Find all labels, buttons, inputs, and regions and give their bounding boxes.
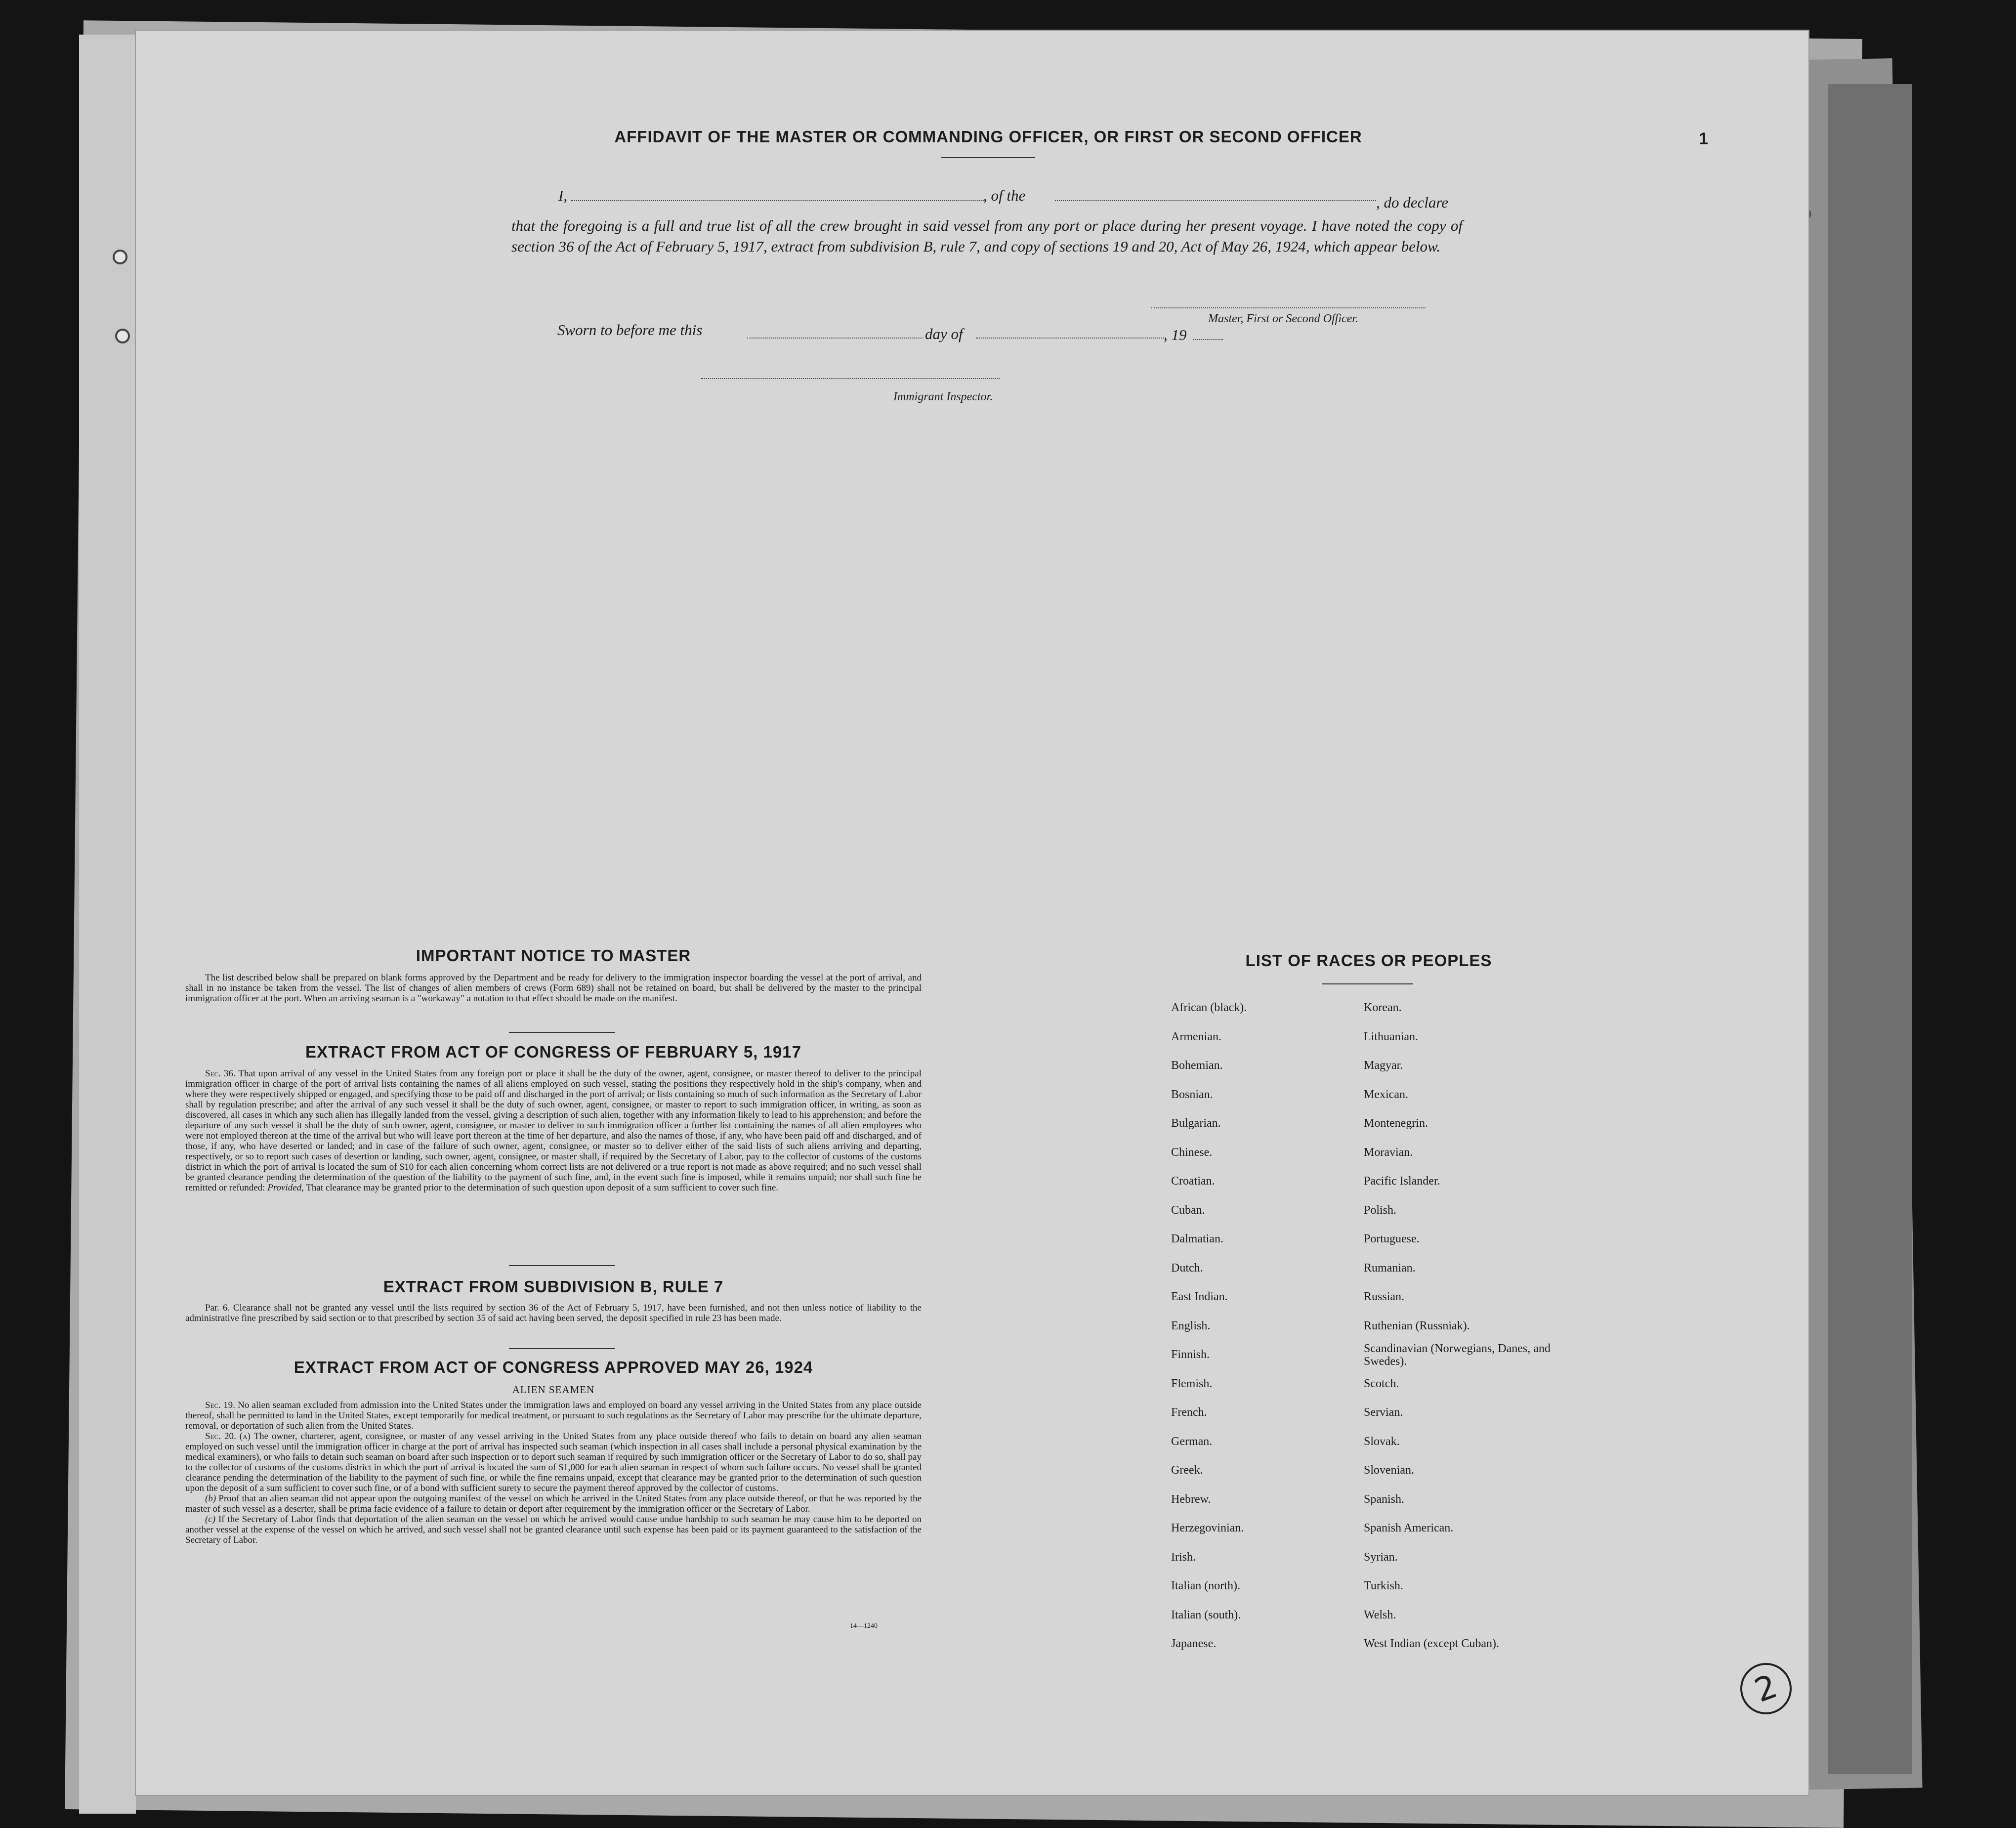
vessel-blank[interactable] [1055,200,1376,201]
extract-1924-text [185,1400,922,1545]
name-blank[interactable] [571,200,986,201]
race-item: Syrian. [1364,1550,1398,1564]
sec-20-label: Sec. 20. (a) [205,1431,251,1442]
underlying-page-edge-dark [1828,84,1912,1774]
race-item: Bosnian. [1171,1088,1213,1101]
race-item: Mexican. [1364,1088,1408,1101]
sworn-month-blank[interactable] [976,338,1166,339]
race-item: Polish. [1364,1203,1397,1217]
affidavit-of-the: , of the [983,187,1026,204]
race-item: Japanese. [1171,1637,1217,1650]
race-item: Moravian. [1364,1146,1413,1159]
extract-rule7-title: EXTRACT FROM SUBDIVISION B, RULE 7 [383,1277,724,1296]
race-item: Welsh. [1364,1608,1396,1621]
races-title: LIST OF RACES OR PEOPLES [1245,951,1492,970]
race-item: French. [1171,1406,1207,1419]
race-item: Scandinavian (Norwegians, Danes, and Swedes). [1364,1342,1551,1368]
race-item: West Indian (except Cuban). [1364,1637,1499,1650]
sec-19-body: No alien seaman excluded from admission into the United States under the immigration laws and employed on board any vessel arriving in the United States from any place outside thereof, shall be permitted to land in the United States, except temporarily for medical treatment, or pursuant to such regulations as the Secretary of Labor may prescribe for the ultimate departure, removal, or deportation of such alien from the United States. [185,1400,922,1431]
race-item: Cuban. [1171,1203,1205,1217]
signature-blank[interactable] [1151,307,1426,308]
binding-hole [115,329,130,343]
race-item: Turkish. [1364,1579,1403,1592]
race-item: Finnish. [1171,1348,1210,1361]
sec-36-body: That upon arrival of any vessel in the United States from any foreign port or place it shall be the duty of the owner, agent, consignee, or master thereof to deliver to the principal immigration officer in charge of the port of arrival lists containing the names of all aliens employed on such vessel, stating the positions they respectively hold in the ship's company, when and where they were respectively shipped or engaged, and specifying those to be paid off and discharged in the port of arrival; or lists containing so much of such information as the Secretary of Labor shall by regulation prescribe; and after the arrival of any such vessel it shall be the duty of such owner, agent, consignee, or master to report to such immigration officer, in writing, as soon as discovered, all cases in which any such alien has illegally landed from the vessel, giving a description of such alien, together with any information likely to lead to his apprehension; and before the departure of any such vessel it shall be the duty of such owner, agent, consignee, or master to deliver to such immigration officer a further list containing the names of all alien employees who were not employed thereon at the time of the arrival but who will leave port thereon at the time of her departure, and also the names of those, if any, who have been paid off and discharged, and of those, if any, who have deserted or landed; and in case of the failure of such owner, agent, consignee, or master so to deliver either of the said lists of such aliens arriving and departing, respectively, or so to report such cases of desertion or landing, such owner, agent, consignee, or master shall, if required by the Secretary of Labor, pay to the collector of customs of the customs district in which the port of arrival is located the sum of $10 for each alien concerning whom correct lists are not delivered or a true report is not made as above required; and no such vessel shall be granted clearance pending the determination of the question of the liability to the payment of such fine, and, in the event such fine is imposed, while it remains unpaid; nor shall such fine be remitted or refunded: [185,1068,922,1193]
race-item: Slovenian. [1364,1464,1414,1477]
race-item: Italian (north). [1171,1579,1240,1592]
affidavit-body: that the foregoing is a full and true list of all the crew brought in said vessel from any port or place during her present voyage. I have noted the copy of section 36 of the Act of February 5, 1917, extract from subdivision B, rule 7, and copy of sections 19 and 20, Act of May 26, 1924, which appear below. [511,217,1463,255]
race-item: Pacific Islander. [1364,1175,1440,1188]
race-item: Dalmatian. [1171,1233,1223,1245]
race-item: Scotch. [1364,1377,1399,1390]
race-item: Italian (south). [1171,1608,1241,1621]
race-item: Ruthenian (Russniak). [1364,1319,1470,1332]
race-item: Russian. [1364,1290,1405,1303]
alien-seamen-subtitle: ALIEN SEAMEN [512,1384,595,1396]
race-item: Armenian. [1171,1030,1221,1043]
affidavit-i: I, [558,187,568,204]
notice-title: IMPORTANT NOTICE TO MASTER [416,946,691,965]
notice-text [185,973,922,1004]
race-item: Dutch. [1171,1261,1203,1275]
race-item: Chinese. [1171,1146,1213,1159]
inspector-signature-blank[interactable] [701,378,1000,379]
sworn-prefix: Sworn to before me this [557,321,703,339]
extract-1924-title: EXTRACT FROM ACT OF CONGRESS APPROVED MAY 26, 1924 [294,1358,813,1376]
sec-36-label: Sec. 36. [205,1068,236,1079]
extract-1917-title: EXTRACT FROM ACT OF CONGRESS OF FEBRUARY 5, 1917 [305,1043,801,1061]
race-item: Croatian. [1171,1175,1215,1188]
race-item: Irish. [1171,1550,1196,1564]
race-item: East Indian. [1171,1290,1228,1303]
sworn-year-blank[interactable] [1193,339,1223,340]
affidavit-declare: , do declare [1376,194,1449,211]
sworn-day-blank[interactable] [747,338,923,339]
race-item: Spanish American. [1364,1522,1454,1534]
race-item: Montenegrin. [1364,1117,1428,1130]
extract-1917-text [185,1068,922,1193]
race-item: Rumanian. [1364,1261,1416,1275]
sec-20b-label: (b) [205,1493,216,1504]
sworn-year: , 19 [1164,326,1187,343]
race-item: Bulgarian. [1171,1117,1221,1130]
race-item: Magyar. [1364,1059,1403,1072]
form-number: 14—1240 [850,1622,878,1630]
race-item: Bohemian. [1171,1059,1223,1072]
divider [941,157,1035,158]
race-item: Slovak. [1364,1435,1400,1448]
divider [509,1348,615,1349]
inspector-caption: Immigrant Inspector. [893,390,993,403]
signature-caption: Master, First or Second Officer. [1208,312,1358,325]
race-item: Greek. [1171,1464,1203,1477]
race-item: Flemish. [1171,1377,1213,1390]
rule7-paragraph: Par. 6. Clearance shall not be granted any vessel until the lists required by section 36 of the Act of February 5, 1917, have been furnished, and not then unless notice of liability to the administrative fine prescribed by said section or to that prescribed by section 35 of said act having been served, the deposit specified in rule 23 has been made. [185,1303,922,1323]
race-item: Lithuanian. [1364,1030,1418,1043]
race-item: English. [1171,1319,1211,1332]
races-left-column [1171,993,1349,1658]
race-item: Spanish. [1364,1492,1405,1506]
binding-strip [79,35,136,1814]
proviso-text: That clearance may be granted prior to the determination of such question upon deposit of a sum sufficient to cover such fine. [306,1183,778,1193]
race-item: Hebrew. [1171,1492,1211,1506]
sec-20c-body: If the Secretary of Labor finds that deportation of the alien seaman on the vessel on which he arrived would cause undue hardship to such seaman he may cause him to be deported on another vessel at the expense of the vessel on which he arrived, and such vessel shall not be granted clearance until such expense has been paid or its payment guaranteed to the satisfaction of the Secretary of Labor. [185,1514,922,1545]
divider [509,1265,615,1266]
divider [1322,983,1413,984]
proviso-label: Provided, [267,1183,304,1193]
notice-paragraph: The list described below shall be prepared on blank forms approved by the Department and be ready for delivery to the immigration inspector boarding the vessel at the port of arrival, and shall in no instance be taken from the vessel. The list of changes of alien members of crews (Form 689) shall not be retained on board, but shall be delivered by the master to the principal immigration officer at the port. When an arriving seaman is a "workaway" a notation to that effect should be made on the manifest. [185,973,922,1004]
extract-rule7-text [185,1303,922,1323]
sec-20a-body: The owner, charterer, agent, consignee, or master of any vessel arriving in the United States from any place outside thereof who fails to detain on board any alien seaman employed on such vessel until the immigration officer in charge at the port of arrival has inspected such seaman (which inspection in all cases shall include a personal physical examination by the medical examiners), or who fails to detain such seaman on board after such inspection or to deport such seaman if required by such immigration officer or the Secretary of Labor to do so, shall pay to the collector of customs of the customs district in which the port of arrival is located the sum of $1,000 for each alien seaman in respect of whom such failure occurs. No vessel shall be granted clearance pending the determination of the liability to the payment of such fine, or while the fine remains unpaid, except that clearance may be granted prior to the determination of such question upon the deposit of a sum sufficient to cover such fine, or of a bond with sufficient surety to secure the payment thereof approved by the collector of customs. [185,1431,922,1493]
sec-20c-label: (c) [205,1514,216,1525]
handwritten-circled-number: 2 [1733,1656,1799,1721]
race-item: German. [1171,1435,1213,1448]
race-item: Herzegovinian. [1171,1522,1244,1534]
race-item: African (black). [1171,1001,1247,1014]
sec-19-label: Sec. 19. [205,1400,235,1410]
sworn-day-of: day of [925,325,963,342]
affidavit-title: AFFIDAVIT OF THE MASTER OR COMMANDING OFFICER, OR FIRST OR SECOND OFFICER [614,128,1362,146]
race-item: Portuguese. [1364,1233,1420,1245]
race-item: Servian. [1364,1406,1403,1419]
binding-hole [113,250,127,264]
races-right-column [1364,993,1571,1658]
sec-20b-body: Proof that an alien seaman did not appear upon the outgoing manifest of the vessel on which he arrived in the United States from any place outside thereof, or that he was reported by the master of such vessel as a deserter, shall be prima facie evidence of a failure to detain or deport after requirement by the immigration officer or the Secretary of Labor. [185,1493,922,1514]
page-number: 1 [1699,129,1708,148]
race-item: Korean. [1364,1001,1402,1014]
divider [509,1032,615,1033]
